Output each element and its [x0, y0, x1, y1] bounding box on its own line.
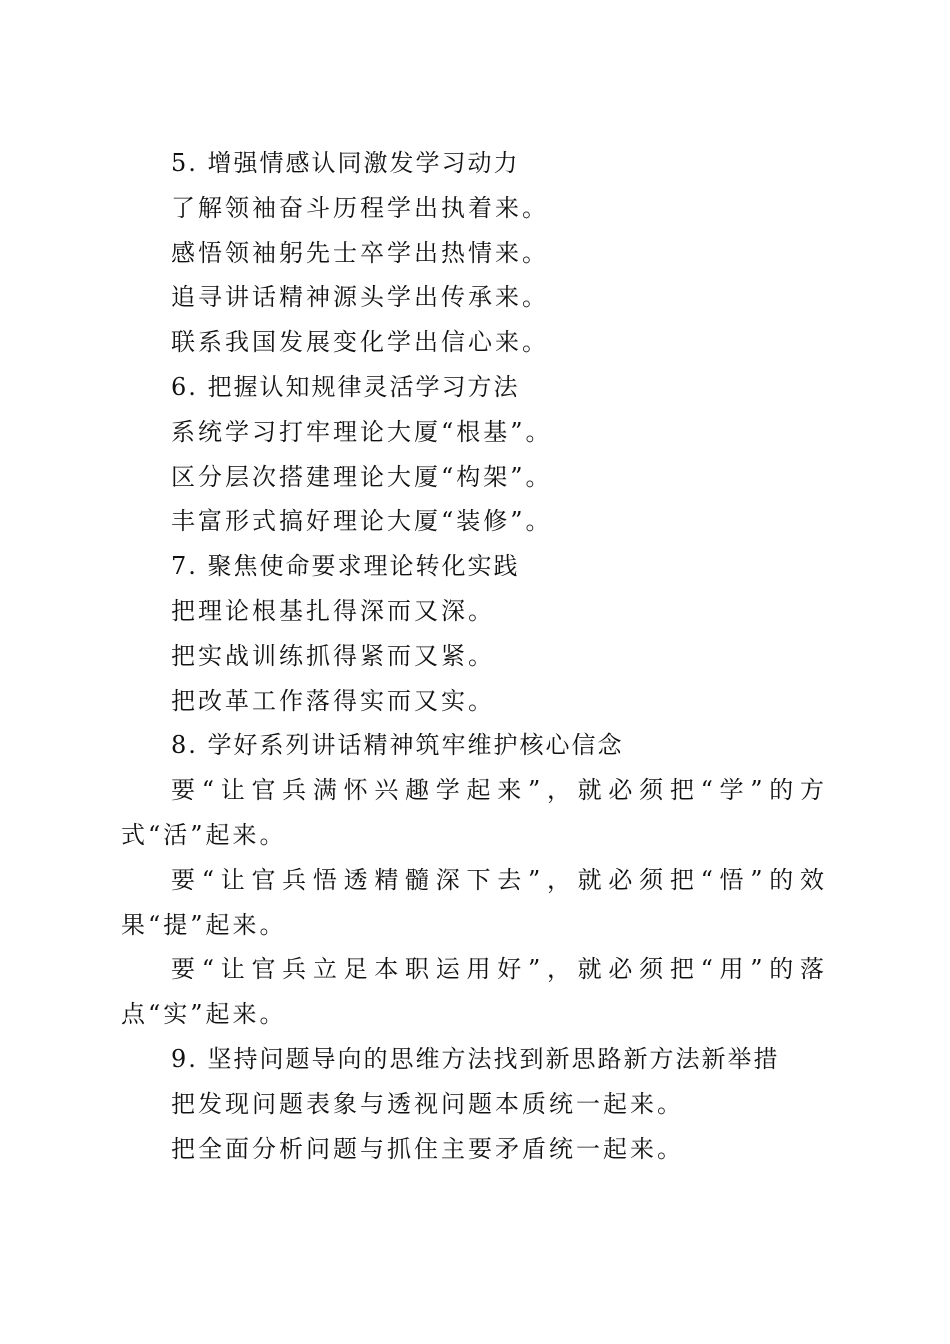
section-8-paragraph-2: 要“让官兵悟透精髓深下去”，就必须把“悟”的效果“提”起来。 — [121, 865, 827, 939]
section-9-item-2: 把全面分析问题与抓住主要矛盾统一起来。 — [171, 1134, 684, 1163]
section-6-item-1: 系统学习打牢理论大厦“根基”。 — [171, 417, 553, 446]
section-6-item-3: 丰富形式搞好理论大厦“装修”。 — [171, 507, 553, 536]
section-7-item-1: 把理论根基扎得深而又深。 — [171, 596, 495, 625]
section-5-heading: 5. 增强情感认同激发学习动力 — [171, 149, 520, 177]
section-8-paragraph-3: 要“让官兵立足本职运用好”，就必须把“用”的落点“实”起来。 — [121, 955, 827, 1029]
section-8-paragraph-1: 要“让官兵满怀兴趣学起来”，就必须把“学”的方式“活”起来。 — [121, 776, 827, 849]
section-9-heading: 9. 坚持问题导向的思维方法找到新思路新方法新举措 — [171, 1044, 780, 1073]
section-5-item-3: 追寻讲话精神源头学出传承来。 — [171, 283, 549, 312]
section-7-heading: 7. 聚焦使命要求理论转化实践 — [171, 552, 520, 581]
section-9-item-1: 把发现问题表象与透视问题本质统一起来。 — [171, 1089, 684, 1118]
section-6-heading: 6. 把握认知规律灵活学习方法 — [171, 372, 520, 401]
section-6-item-2: 区分层次搭建理论大厦“构架”。 — [171, 462, 553, 491]
section-5-item-4: 联系我国发展变化学出信心来。 — [171, 328, 549, 357]
section-7-item-3: 把改革工作落得实而又实。 — [171, 686, 495, 715]
section-5-item-1: 了解领袖奋斗历程学出执着来。 — [171, 193, 549, 222]
section-8-heading: 8. 学好系列讲话精神筑牢维护核心信念 — [171, 731, 624, 760]
section-5-item-2: 感悟领袖躬先士卒学出热情来。 — [171, 238, 549, 267]
section-7-item-2: 把实战训练抓得紧而又紧。 — [171, 641, 495, 670]
document-body — [121, 141, 827, 1171]
